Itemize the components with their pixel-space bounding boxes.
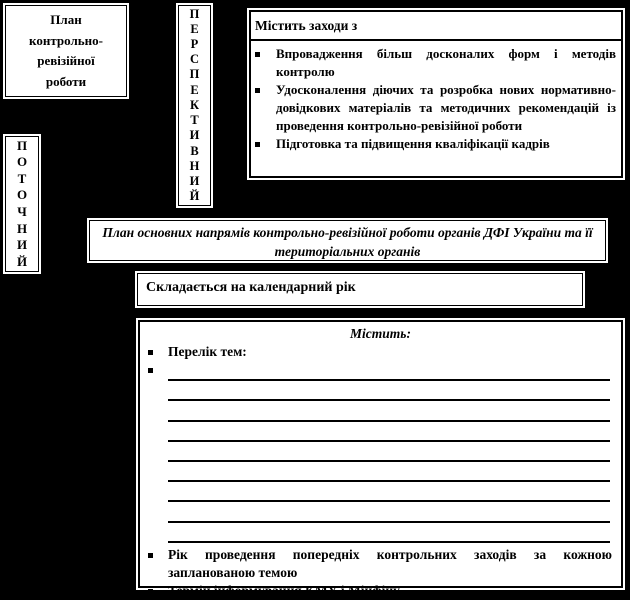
blank-line (168, 523, 610, 543)
blank-line (168, 482, 610, 502)
measures-item-text: Впровадження більш досконалих форм і методів контролю (276, 46, 616, 79)
plan-line-1: План (50, 12, 82, 27)
page-title: План основних напрямів контрольно-ревізійної роботи органів ДФІ України та її територіальних органів (102, 225, 593, 259)
measures-item-text: Удосконалення діючих та розробка нових нормативно-довідкових матеріалів та методичних рекомендацій із проведення контрольно-ревізійної роботи (276, 82, 616, 133)
contains-item-text: Рік проведення попередніх контрольних заходів за кожною запланованою темою (168, 546, 612, 580)
main-title-box (89, 220, 606, 261)
list-item-blank-lines (140, 361, 621, 543)
bullet-square-icon (148, 589, 153, 594)
measures-header: Містить заходи з (251, 12, 621, 41)
list-item (140, 343, 621, 361)
bullet-square-icon (148, 368, 153, 373)
contains-box (138, 320, 623, 598)
bullet-square-icon (148, 350, 153, 355)
contains-item-text: Термін інформування КМУ і Мінфіну (168, 582, 400, 598)
contains-header: Містить: (350, 326, 411, 341)
vertical-letter: К (189, 97, 200, 112)
vertical-letter: Й (189, 189, 200, 204)
blank-line (168, 462, 610, 482)
blank-line (168, 422, 610, 442)
vertical-letter: Н (16, 220, 28, 236)
current-vertical-box (5, 136, 39, 272)
vertical-letter: П (16, 137, 28, 153)
measures-item-text: Підготовка та підвищення кваліфікації кадрів (276, 136, 550, 151)
bullet-square-icon (148, 553, 153, 558)
list-item (140, 546, 621, 582)
list-item (251, 45, 621, 81)
vertical-letter: Е (190, 82, 199, 97)
vertical-letter: В (190, 143, 199, 158)
plan-line-2: контрольно- (29, 32, 103, 48)
plan-line-3: ревізійної (37, 53, 95, 68)
blank-lines (168, 361, 610, 543)
vertical-letter: С (189, 52, 200, 67)
list-item (251, 81, 621, 135)
measures-list (251, 41, 621, 153)
calendar-year-text: Складається на календарний рік (146, 280, 356, 295)
list-item (251, 135, 621, 153)
blank-line (168, 401, 610, 421)
blank-line (168, 502, 610, 522)
vertical-letter: Е (190, 21, 199, 36)
vertical-letter: Р (190, 37, 199, 52)
blank-line (168, 442, 610, 462)
vertical-letter: И (16, 237, 28, 253)
bullet-square-icon (255, 52, 260, 57)
blank-line (168, 381, 610, 401)
vertical-letter: П (189, 6, 200, 21)
vertical-letter: Ч (17, 204, 27, 219)
plan-control-revision-box (5, 5, 127, 97)
vertical-letter: Й (16, 253, 28, 269)
measures-box (249, 10, 623, 178)
vertical-letter: О (16, 154, 28, 170)
vertical-letter: П (189, 67, 200, 82)
vertical-letter: О (16, 187, 28, 203)
plan-line-4: роботи (45, 73, 87, 89)
topics-label: Перелік тем: (168, 344, 247, 359)
perspective-vertical-box (178, 5, 211, 206)
vertical-letter: Т (17, 170, 27, 186)
vertical-letter: Н (189, 158, 200, 173)
bullet-square-icon (255, 142, 260, 147)
calendar-year-box (137, 273, 583, 306)
bullet-square-icon (255, 88, 260, 93)
blank-line (168, 361, 610, 381)
vertical-letter: Т (190, 113, 199, 128)
vertical-letter: И (189, 173, 200, 188)
vertical-letter: И (189, 128, 200, 143)
list-item (140, 582, 621, 600)
